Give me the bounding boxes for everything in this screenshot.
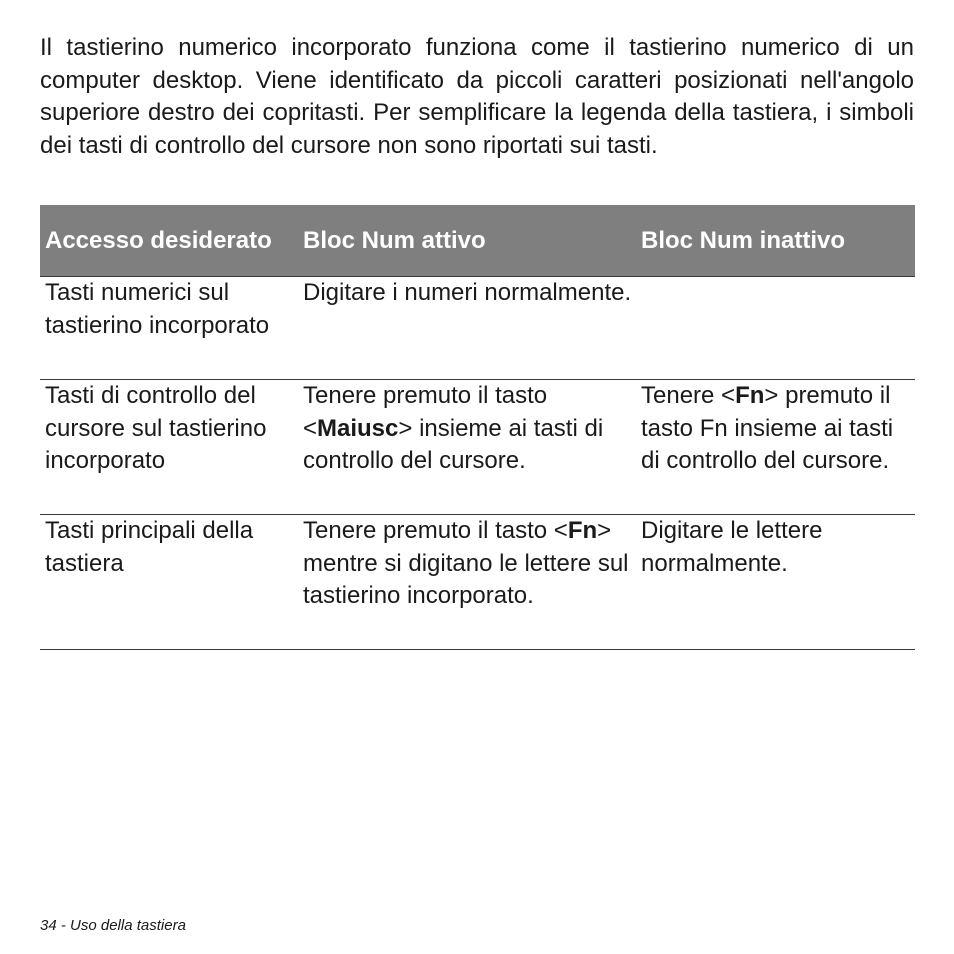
table-row <box>40 515 915 650</box>
cell-access: Tasti numerici sul tastierino incorporato <box>40 277 298 380</box>
header-num-lock-on: Bloc Num attivo <box>298 205 636 277</box>
cell-num-lock-on <box>298 515 636 650</box>
cell-num-lock-off <box>636 380 915 515</box>
key-name: Maiusc <box>317 414 399 442</box>
text-before-key: Tenere < <box>641 382 736 409</box>
table-row <box>40 277 915 380</box>
numeric-keypad-table <box>40 205 915 650</box>
text-before-key: Tenere premuto il tasto < <box>303 517 568 544</box>
cell-num-lock-off <box>636 277 915 380</box>
text-after-key: > insieme ai tasti di controllo del cursore. <box>303 414 604 474</box>
cell-num-lock-off: Digitare le lettere normalmente. <box>636 515 915 650</box>
cell-num-lock-on <box>298 380 636 515</box>
page-footer: 34 - Uso della tastiera <box>40 917 186 934</box>
text-after-key: > mentre si digitano le lettere sul tastierino incorporato. <box>303 517 629 609</box>
key-name: Fn <box>735 382 765 409</box>
table-row <box>40 380 915 515</box>
cell-access: Tasti principali della tastiera <box>40 515 298 650</box>
cell-access: Tasti di controllo del cursore sul tastierino incorporato <box>40 380 298 515</box>
key-name: Fn <box>567 517 598 544</box>
text-before-key: Tenere premuto il tasto < <box>303 382 548 442</box>
header-access: Accesso desiderato <box>40 205 298 277</box>
intro-paragraph: Il tastierino numerico incorporato funziona come il tastierino numerico di un computer desktop. Viene identificato da piccoli caratteri posizionati nell'angolo superiore destro dei copritasti. Per semplificare la legenda della tastiera, i simboli dei tasti di controllo del cursore non sono riportati sui tasti. <box>40 34 914 159</box>
table-header-row <box>40 205 915 277</box>
text-after-key: > premuto il tasto Fn insieme ai tasti di controllo del cursore. <box>641 382 894 474</box>
cell-num-lock-on: Digitare i numeri normalmente. <box>298 277 636 380</box>
header-num-lock-off: Bloc Num inattivo <box>636 205 915 277</box>
